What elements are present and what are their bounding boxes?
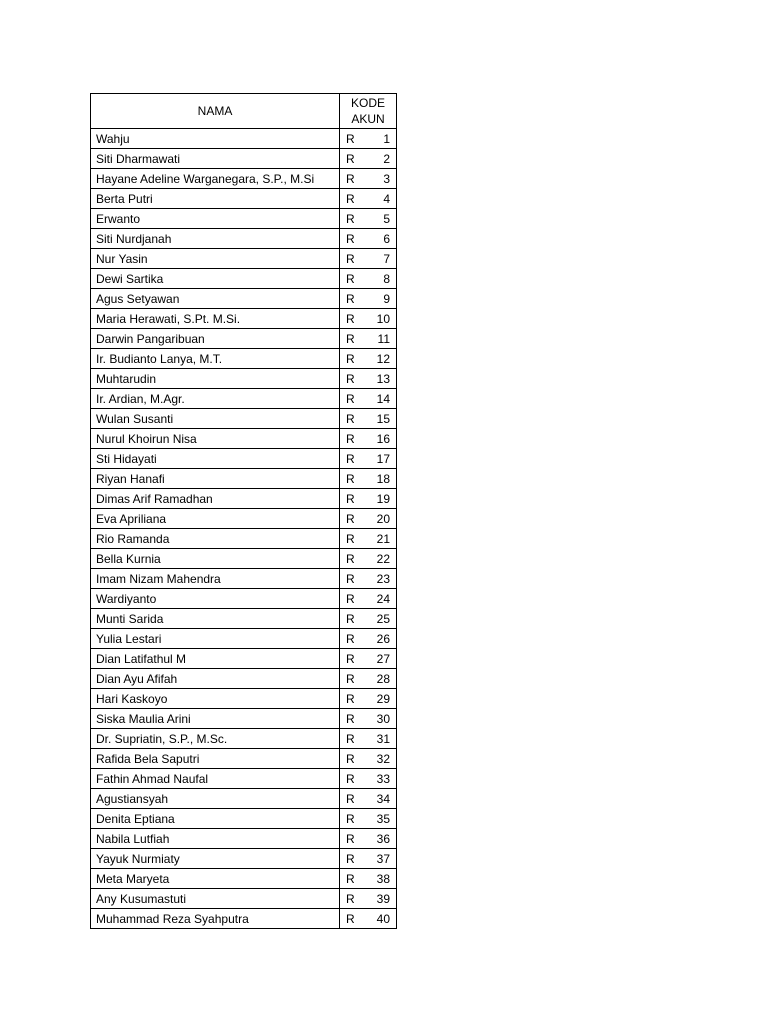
account-code-prefix: R: [346, 811, 355, 826]
table-row: [91, 669, 397, 689]
person-name-cell: Wulan Susanti: [91, 409, 340, 429]
account-code-number: 13: [376, 371, 390, 386]
person-name-cell: Darwin Pangaribuan: [91, 329, 340, 349]
person-name-cell: Nurul Khoirun Nisa: [91, 429, 340, 449]
account-code-cell: [340, 409, 397, 429]
table-row: [91, 809, 397, 829]
account-code-cell: [340, 429, 397, 449]
account-code-number: 18: [376, 471, 390, 486]
header-row: [91, 94, 397, 129]
account-code-prefix: R: [346, 331, 355, 346]
person-name-cell: Yayuk Nurmiaty: [91, 849, 340, 869]
person-name-cell: Any Kusumastuti: [91, 889, 340, 909]
account-code-cell: [340, 749, 397, 769]
table-row: [91, 409, 397, 429]
account-code-cell: [340, 769, 397, 789]
table-row: [91, 329, 397, 349]
account-code-prefix: R: [346, 471, 355, 486]
account-code-number: 37: [376, 851, 390, 866]
account-code-number: 19: [376, 491, 390, 506]
table-row: [91, 889, 397, 909]
person-name-cell: Yulia Lestari: [91, 629, 340, 649]
account-code-number: 25: [376, 611, 390, 626]
account-code-cell: [340, 809, 397, 829]
person-name-cell: Dimas Arif Ramadhan: [91, 489, 340, 509]
account-code-cell: [340, 129, 397, 149]
table-row: [91, 489, 397, 509]
table-row: [91, 349, 397, 369]
table-row: [91, 529, 397, 549]
account-code-prefix: R: [346, 871, 355, 886]
account-code-prefix: R: [346, 211, 355, 226]
person-name-cell: Eva Apriliana: [91, 509, 340, 529]
account-code-number: 21: [376, 531, 390, 546]
account-code-prefix: R: [346, 571, 355, 586]
account-code-number: 9: [383, 291, 390, 306]
name-column-header: NAMA: [91, 94, 340, 129]
account-code-number: 26: [376, 631, 390, 646]
account-code-column-header: [340, 94, 397, 129]
account-code-prefix: R: [346, 911, 355, 926]
account-code-number: 30: [376, 711, 390, 726]
person-name-cell: Hayane Adeline Warganegara, S.P., M.Si: [91, 169, 340, 189]
account-code-cell: [340, 489, 397, 509]
person-name-cell: Siti Dharmawati: [91, 149, 340, 169]
table-row: [91, 709, 397, 729]
person-name-cell: Imam Nizam Mahendra: [91, 569, 340, 589]
account-code-number: 7: [383, 251, 390, 266]
account-code-prefix: R: [346, 671, 355, 686]
account-code-prefix: R: [346, 511, 355, 526]
account-code-cell: [340, 789, 397, 809]
table-row: [91, 389, 397, 409]
table-row: [91, 129, 397, 149]
account-code-number: 1: [383, 131, 390, 146]
person-name-cell: Wardiyanto: [91, 589, 340, 609]
account-code-number: 32: [376, 751, 390, 766]
account-code-prefix: R: [346, 611, 355, 626]
account-code-cell: [340, 349, 397, 369]
table-row: [91, 689, 397, 709]
account-code-number: 27: [376, 651, 390, 666]
person-name-cell: Rio Ramanda: [91, 529, 340, 549]
account-code-cell: [340, 849, 397, 869]
account-code-number: 16: [376, 431, 390, 446]
person-name-cell: Erwanto: [91, 209, 340, 229]
account-code-cell: [340, 829, 397, 849]
account-code-number: 12: [376, 351, 390, 366]
account-code-cell: [340, 589, 397, 609]
account-code-cell: [340, 649, 397, 669]
account-code-cell: [340, 729, 397, 749]
account-code-cell: [340, 569, 397, 589]
account-code-cell: [340, 709, 397, 729]
account-code-cell: [340, 549, 397, 569]
table-row: [91, 449, 397, 469]
account-code-cell: [340, 469, 397, 489]
table-row: [91, 209, 397, 229]
account-code-cell: [340, 629, 397, 649]
account-code-number: 29: [376, 691, 390, 706]
account-code-cell: [340, 249, 397, 269]
person-name-cell: Siska Maulia Arini: [91, 709, 340, 729]
account-code-cell: [340, 609, 397, 629]
table-row: [91, 769, 397, 789]
account-code-prefix: R: [346, 491, 355, 506]
account-code-number: 4: [383, 191, 390, 206]
account-code-prefix: R: [346, 231, 355, 246]
table-row: [91, 429, 397, 449]
table-row: [91, 469, 397, 489]
table-row: [91, 169, 397, 189]
table-row: [91, 569, 397, 589]
account-code-number: 28: [376, 671, 390, 686]
account-code-prefix: R: [346, 311, 355, 326]
account-code-cell: [340, 909, 397, 929]
person-name-cell: Ir. Budianto Lanya, M.T.: [91, 349, 340, 369]
account-code-prefix: R: [346, 171, 355, 186]
account-code-number: 38: [376, 871, 390, 886]
account-code-cell: [340, 869, 397, 889]
account-code-cell: [340, 149, 397, 169]
account-code-prefix: R: [346, 751, 355, 766]
person-name-cell: Maria Herawati, S.Pt. M.Si.: [91, 309, 340, 329]
person-name-cell: Sti Hidayati: [91, 449, 340, 469]
account-code-cell: [340, 169, 397, 189]
account-code-cell: [340, 309, 397, 329]
account-code-prefix: R: [346, 771, 355, 786]
account-code-number: 14: [376, 391, 390, 406]
account-code-cell: [340, 329, 397, 349]
account-code-cell: [340, 509, 397, 529]
person-name-cell: Fathin Ahmad Naufal: [91, 769, 340, 789]
account-code-prefix: R: [346, 271, 355, 286]
account-code-prefix: R: [346, 851, 355, 866]
account-code-prefix: R: [346, 191, 355, 206]
account-code-prefix: R: [346, 371, 355, 386]
account-code-prefix: R: [346, 651, 355, 666]
account-code-prefix: R: [346, 891, 355, 906]
table-row: [91, 369, 397, 389]
account-code-cell: [340, 449, 397, 469]
account-code-prefix: R: [346, 731, 355, 746]
account-code-number: 6: [383, 231, 390, 246]
table-row: [91, 729, 397, 749]
person-name-cell: Agus Setyawan: [91, 289, 340, 309]
person-name-cell: Dewi Sartika: [91, 269, 340, 289]
table-row: [91, 869, 397, 889]
account-code-table: [90, 93, 397, 929]
person-name-cell: Muhammad Reza Syahputra: [91, 909, 340, 929]
table-row: [91, 629, 397, 649]
person-name-cell: Bella Kurnia: [91, 549, 340, 569]
account-code-number: 34: [376, 791, 390, 806]
account-code-number: 8: [383, 271, 390, 286]
account-code-prefix: R: [346, 251, 355, 266]
table-row: [91, 269, 397, 289]
account-code-header-line-2: AKUN: [351, 112, 385, 126]
table-row: [91, 789, 397, 809]
account-code-cell: [340, 669, 397, 689]
table-row: [91, 909, 397, 929]
table-row: [91, 229, 397, 249]
account-code-number: 15: [376, 411, 390, 426]
account-code-prefix: R: [346, 431, 355, 446]
account-code-number: 35: [376, 811, 390, 826]
account-code-number: 2: [383, 151, 390, 166]
person-name-cell: Berta Putri: [91, 189, 340, 209]
account-code-number: 11: [377, 331, 390, 346]
account-code-number: 39: [376, 891, 390, 906]
table-row: [91, 589, 397, 609]
person-name-cell: Meta Maryeta: [91, 869, 340, 889]
account-code-number: 3: [383, 171, 390, 186]
account-code-number: 24: [376, 591, 390, 606]
table-row: [91, 249, 397, 269]
account-code-prefix: R: [346, 131, 355, 146]
account-code-number: 10: [376, 311, 390, 326]
account-code-cell: [340, 209, 397, 229]
person-name-cell: Agustiansyah: [91, 789, 340, 809]
person-name-cell: Rafida Bela Saputri: [91, 749, 340, 769]
table-row: [91, 609, 397, 629]
person-name-cell: Hari Kaskoyo: [91, 689, 340, 709]
person-name-cell: Denita Eptiana: [91, 809, 340, 829]
table-row: [91, 549, 397, 569]
account-code-cell: [340, 189, 397, 209]
account-code-prefix: R: [346, 451, 355, 466]
person-name-cell: Nabila Lutfiah: [91, 829, 340, 849]
person-name-cell: Munti Sarida: [91, 609, 340, 629]
table-row: [91, 309, 397, 329]
account-code-cell: [340, 289, 397, 309]
table-row: [91, 649, 397, 669]
table-header: [91, 94, 397, 129]
table-row: [91, 829, 397, 849]
account-code-prefix: R: [346, 351, 355, 366]
account-code-cell: [340, 369, 397, 389]
account-code-cell: [340, 229, 397, 249]
table-body: [91, 129, 397, 929]
account-code-prefix: R: [346, 711, 355, 726]
table-row: [91, 189, 397, 209]
account-code-number: 5: [383, 211, 390, 226]
account-code-prefix: R: [346, 831, 355, 846]
account-code-cell: [340, 269, 397, 289]
person-name-cell: Muhtarudin: [91, 369, 340, 389]
person-name-cell: Dian Latifathul M: [91, 649, 340, 669]
account-code-prefix: R: [346, 291, 355, 306]
account-code-prefix: R: [346, 691, 355, 706]
account-code-cell: [340, 389, 397, 409]
account-code-number: 22: [376, 551, 390, 566]
account-code-prefix: R: [346, 631, 355, 646]
table-row: [91, 509, 397, 529]
account-code-number: 40: [376, 911, 390, 926]
account-code-prefix: R: [346, 551, 355, 566]
table-row: [91, 849, 397, 869]
account-code-number: 20: [376, 511, 390, 526]
person-name-cell: Riyan Hanafi: [91, 469, 340, 489]
person-name-cell: Nur Yasin: [91, 249, 340, 269]
table-row: [91, 289, 397, 309]
account-code-number: 23: [376, 571, 390, 586]
account-code-header-line-1: KODE: [350, 96, 385, 110]
account-code-cell: [340, 529, 397, 549]
account-code-prefix: R: [346, 411, 355, 426]
account-code-prefix: R: [346, 151, 355, 166]
account-code-prefix: R: [346, 531, 355, 546]
account-code-cell: [340, 889, 397, 909]
person-name-cell: Siti Nurdjanah: [91, 229, 340, 249]
account-code-number: 33: [376, 771, 390, 786]
table-row: [91, 149, 397, 169]
person-name-cell: Dr. Supriatin, S.P., M.Sc.: [91, 729, 340, 749]
person-name-cell: Dian Ayu Afifah: [91, 669, 340, 689]
account-code-prefix: R: [346, 791, 355, 806]
account-code-number: 36: [376, 831, 390, 846]
account-code-prefix: R: [346, 591, 355, 606]
person-name-cell: Wahju: [91, 129, 340, 149]
table-row: [91, 749, 397, 769]
account-code-number: 17: [376, 451, 390, 466]
person-name-cell: Ir. Ardian, M.Agr.: [91, 389, 340, 409]
account-code-number: 31: [376, 731, 390, 746]
account-code-cell: [340, 689, 397, 709]
account-code-prefix: R: [346, 391, 355, 406]
